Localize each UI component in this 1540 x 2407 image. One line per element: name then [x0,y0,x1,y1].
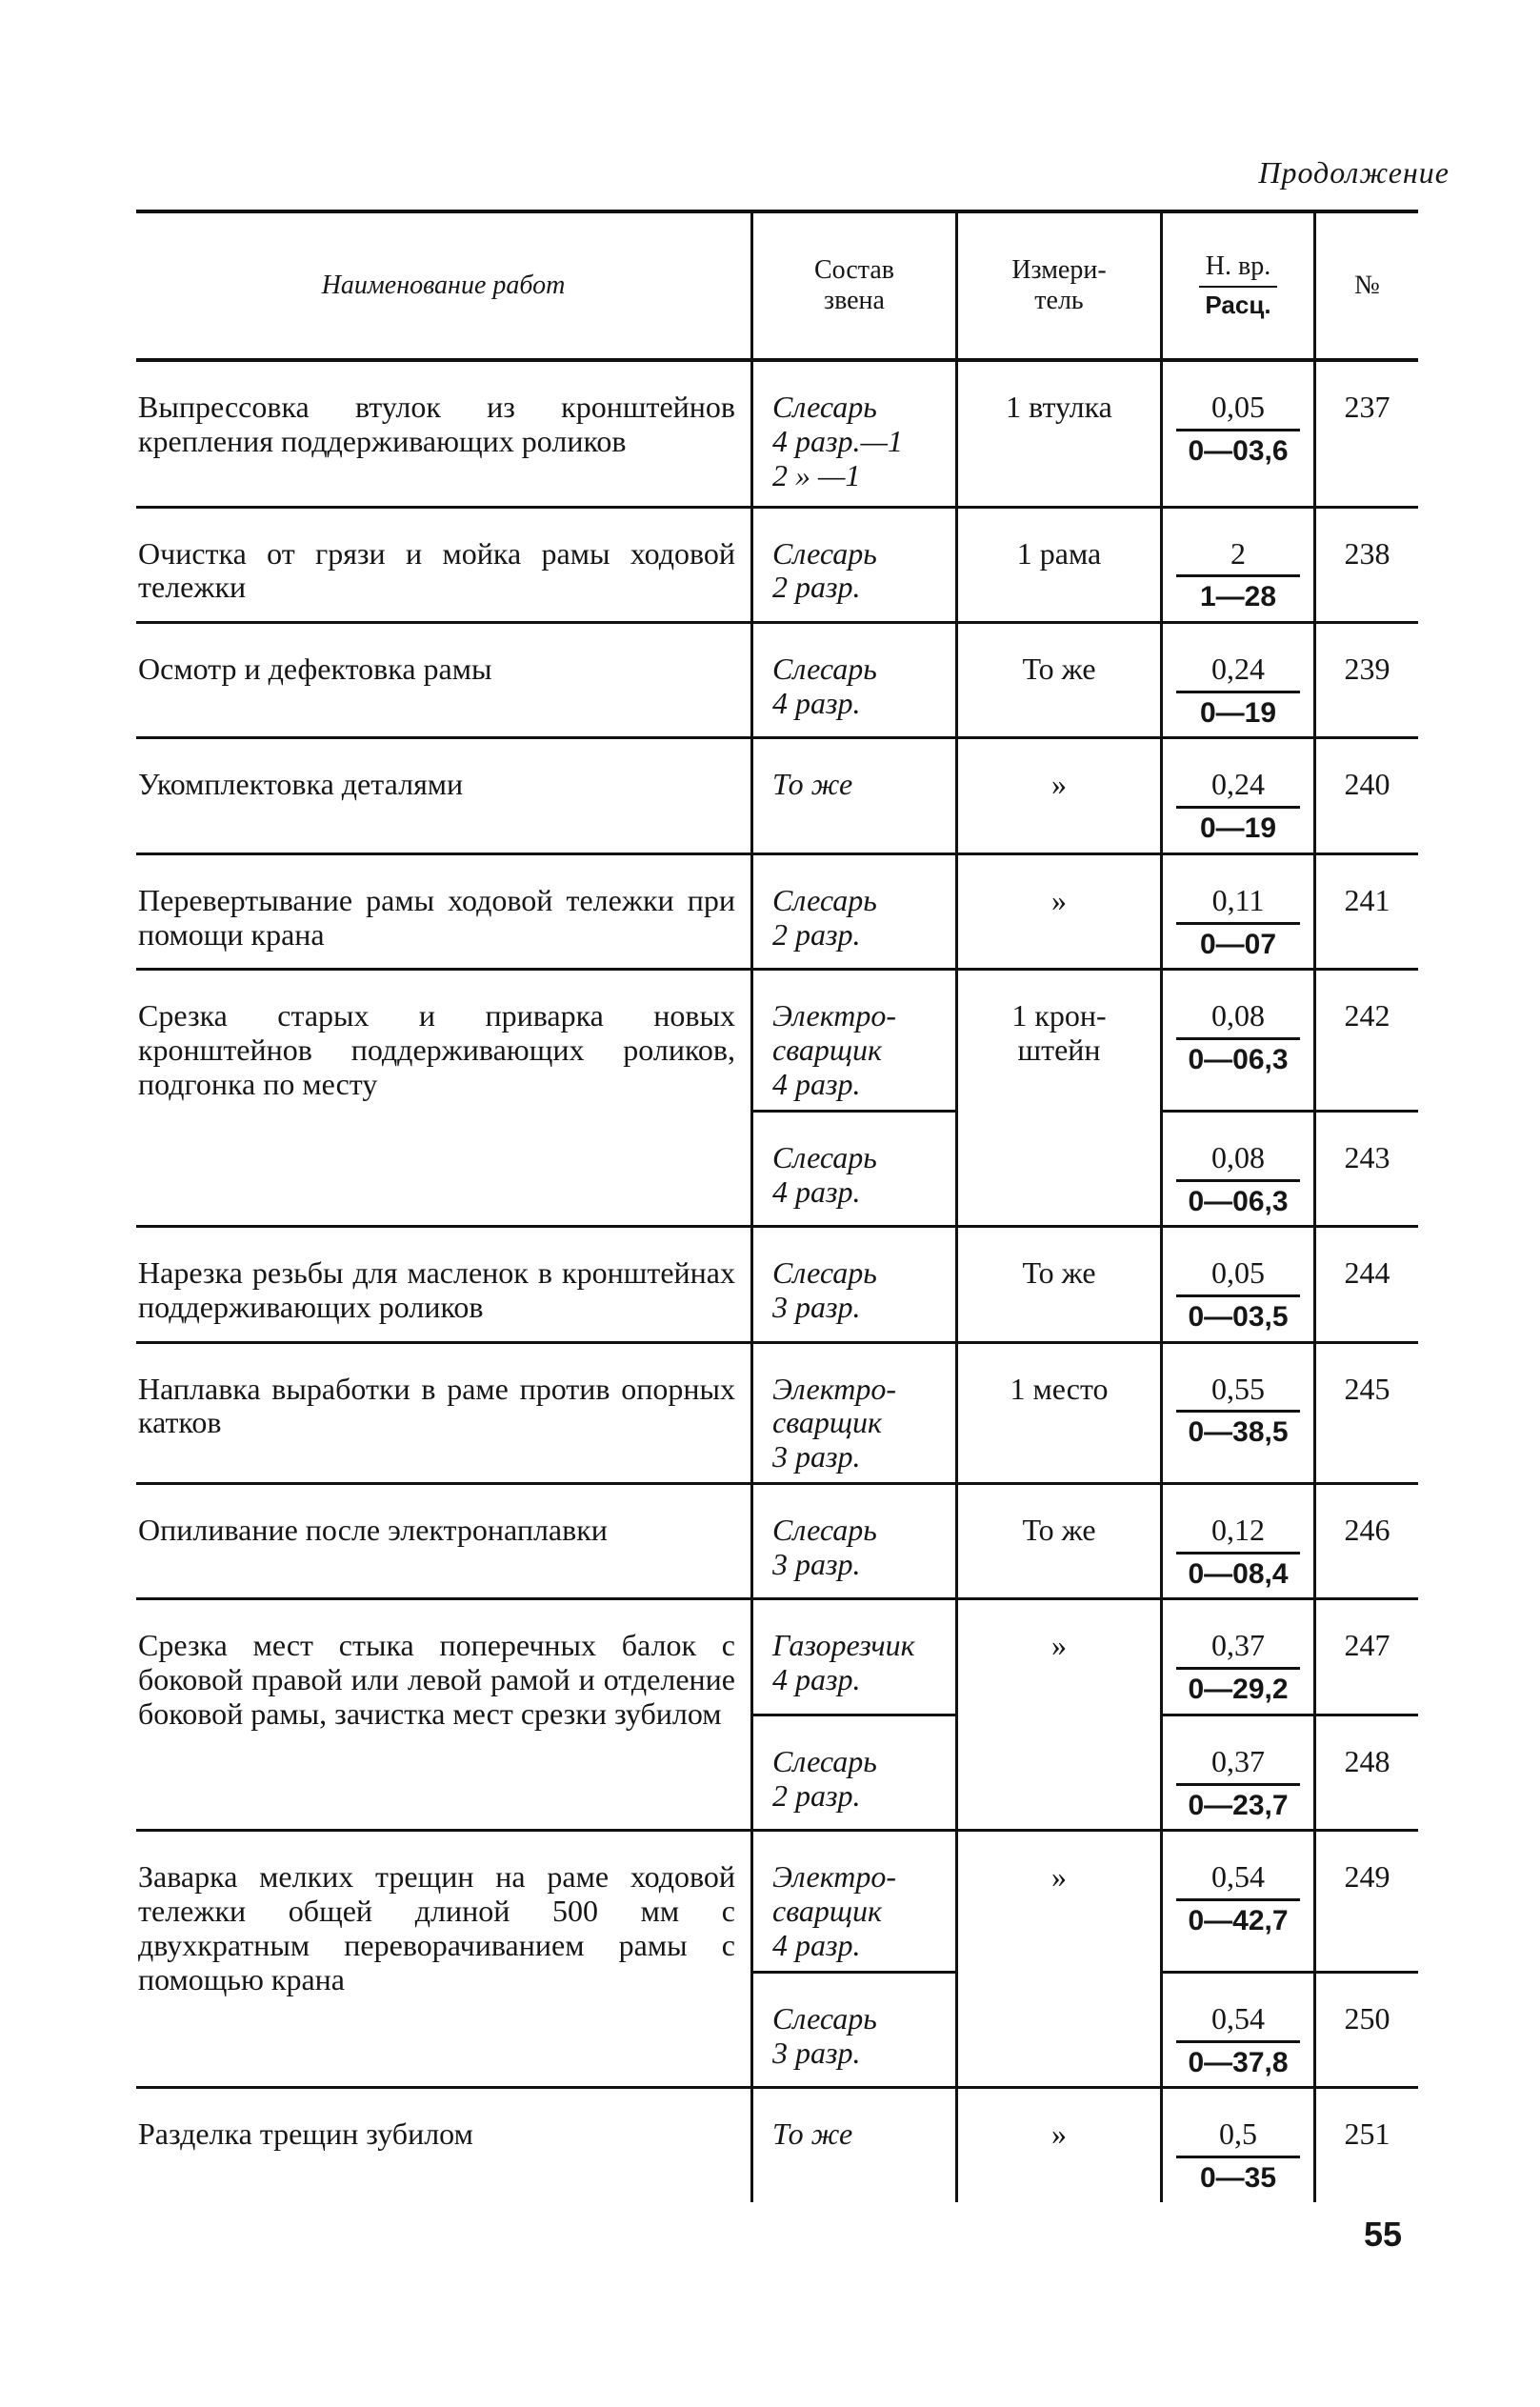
time-norm: 2 [1176,537,1300,578]
work-name: Опиливание после электронаплавки [136,1484,752,1599]
unit-cell: То же [957,1484,1162,1599]
norm-cell [1162,1227,1315,1342]
table-row [136,507,1418,622]
crew-line: Слесарь [772,390,877,424]
time-norm: 0,55 [1176,1373,1300,1414]
table-row [136,1484,1418,1599]
time-norm: 0,08 [1176,1141,1300,1182]
crew-line: 4 разр. [772,1066,861,1101]
rate-value: 0—35 [1199,2162,1277,2194]
norm-cell [1162,1972,1315,2087]
crew-line: То же [772,2116,853,2152]
row-number: 245 [1315,1342,1419,1483]
work-name: Заварка мелких трещин на раме ходовой тележки общей длиной 500 мм с двухкратным переворачиванием рамы с помощью крана [136,1831,752,2088]
table-row [136,360,1418,507]
norm-fraction [1176,1514,1300,1590]
norm-fraction [1176,2117,1300,2194]
crew-line: 3 разр. [772,1546,861,1581]
column-header-crew-line2: звена [824,286,885,315]
crew-cell [752,853,957,969]
norm-cell [1162,2088,1315,2202]
crew-line: Электро- [772,1859,896,1895]
norm-fraction [1176,652,1300,729]
unit-cell: То же [957,1227,1162,1342]
work-name: Очистка от грязи и мойка рамы ходовой тележки [136,507,752,622]
crew-cell [752,1831,957,1972]
norm-cell [1162,360,1315,507]
crew-cell [752,1227,957,1342]
crew-line: 4 разр. [772,1927,861,1962]
column-header-unit-line2: тель [1034,286,1084,315]
crew-line: Слесарь [772,535,877,571]
unit-cell: » [957,853,1162,969]
work-name: Перевертывание рамы ходовой тележки при помощи крана [136,853,752,969]
norm-fraction [1163,251,1313,319]
norm-fraction [1176,537,1300,613]
column-header-name: Наименование работ [136,211,752,360]
work-name: Осмотр и дефектовка рамы [136,622,752,737]
table-row [136,853,1418,969]
crew-line: Слесарь [772,1139,877,1174]
crew-line: 4 разр. [772,1173,861,1209]
norm-cell [1162,970,1315,1111]
time-norm: 0,12 [1176,1514,1300,1555]
crew-cell [752,2088,957,2202]
table-row [136,2088,1418,2202]
work-name: Разделка трещин зубилом [136,2088,752,2202]
rate-value: 0—03,5 [1188,1300,1289,1333]
row-number: 242 [1315,970,1419,1111]
crew-line: сварщик [772,1033,882,1068]
unit-cell: 1 рама [957,507,1162,622]
time-norm: 0,54 [1176,2002,1300,2043]
norm-cell [1162,622,1315,737]
table-body [136,360,1418,2202]
time-norm: 0,37 [1176,1745,1300,1786]
crew-cell [752,738,957,853]
norm-fraction [1176,391,1300,467]
column-header-unit-line1: Измери- [1011,254,1107,285]
table-row [136,1831,1418,1972]
crew-line: Электро- [772,998,896,1033]
unit-cell: 1 втулка [957,360,1162,507]
crew-line: Слесарь [772,1513,877,1547]
crew-line: Слесарь [772,651,877,686]
work-name: Наплавка выработки в раме против опорных катков [136,1342,752,1483]
table-row [136,738,1418,853]
crew-line: Слесарь [772,1743,877,1778]
norm-fraction [1176,1141,1300,1217]
row-number: 241 [1315,853,1419,969]
rate-value: 0—38,5 [1188,1416,1289,1449]
column-header-number: № [1315,211,1419,360]
rate-value: 0—08,4 [1188,1557,1289,1590]
norm-fraction [1176,999,1300,1075]
rate-value: 0—37,8 [1188,2046,1289,2078]
time-norm: 0,24 [1176,768,1300,809]
norm-fraction [1176,1629,1300,1705]
work-name: Нарезка резьбы для масленок в кронштейнах поддерживающих роликов [136,1227,752,1342]
crew-cell [752,1111,957,1226]
norm-cell [1162,853,1315,969]
rate-value: 1—28 [1199,581,1277,613]
work-norms-table [136,210,1418,2202]
norm-cell [1162,738,1315,853]
crew-line: Слесарь [772,2000,877,2036]
unit-line: штейн [1017,1033,1101,1068]
work-name: Укомплектовка деталями [136,738,752,853]
norm-fraction [1176,1256,1300,1333]
crew-line: Электро- [772,1371,896,1406]
rate-value: 0—07 [1199,928,1277,960]
norm-fraction [1176,1860,1300,1936]
table-header [136,211,1418,360]
rate-value: 0—06,3 [1188,1185,1289,1217]
column-header-crew-line1: Состав [813,254,895,285]
work-name: Срезка старых и приварка новых кронштейнов поддерживающих роликов, подгонка по месту [136,970,752,1227]
row-number: 239 [1315,622,1419,737]
norm-fraction [1176,1745,1300,1821]
rate-value: 0—42,7 [1188,1905,1289,1937]
rate-value: 0—29,2 [1188,1674,1289,1706]
table-row [136,970,1418,1111]
work-name: Выпрессовка втулок из кронштейнов крепления поддерживающих роликов [138,390,735,458]
time-norm: 0,08 [1176,999,1300,1040]
norm-cell [1162,1111,1315,1226]
norm-fraction [1176,2002,1300,2078]
crew-cell [752,1972,957,2087]
norm-fraction [1176,1373,1300,1449]
column-header-time: Н. вр. [1199,251,1277,287]
header-row [136,211,1418,360]
table-row [136,1342,1418,1483]
row-number: 247 [1315,1599,1419,1715]
crew-line: 4 разр. [772,1662,861,1697]
row-number: 250 [1315,1972,1419,2087]
column-header-unit [957,211,1162,360]
crew-line: 3 разр. [772,1439,861,1474]
page-number: 55 [1364,2215,1403,2254]
crew-line: Слесарь [772,882,877,917]
crew-cell [752,622,957,737]
unit-cell: То же [957,622,1162,737]
crew-cell [752,360,957,507]
crew-line: 2 » —1 [772,457,861,492]
norm-cell [1162,507,1315,622]
norm-cell [1162,1484,1315,1599]
time-norm: 0,24 [1176,652,1300,693]
crew-cell [752,507,957,622]
norm-cell [1162,1599,1315,1715]
row-number: 246 [1315,1484,1419,1599]
unit-cell: 1 место [957,1342,1162,1483]
norm-fraction [1176,884,1300,960]
crew-line: Слесарь [772,1255,877,1291]
crew-line: 3 разр. [772,1289,861,1324]
row-number: 240 [1315,738,1419,853]
row-number: 251 [1315,2088,1419,2202]
time-norm: 0,11 [1176,884,1300,925]
column-header-crew [752,211,957,360]
unit-cell: » [957,1831,1162,2088]
crew-line: 2 разр. [772,1777,861,1813]
crew-line: сварщик [772,1894,882,1929]
time-norm: 0,37 [1176,1629,1300,1670]
crew-line: 2 разр. [772,916,861,952]
crew-cell [752,1342,957,1483]
crew-line: Газорезчик [772,1628,915,1663]
crew-cell [752,970,957,1111]
crew-cell [752,1715,957,1830]
unit-line: 1 крон- [1011,998,1107,1033]
row-number: 238 [1315,507,1419,622]
rate-value: 0—23,7 [1188,1789,1289,1821]
crew-line: 4 разр.—1 [772,423,903,458]
crew-line: 3 разр. [772,2035,861,2070]
norm-cell [1162,1342,1315,1483]
norm-cell [1162,1715,1315,1830]
time-norm: 0,05 [1176,391,1300,431]
unit-cell: » [957,2088,1162,2202]
continuation-label: Продолжение [1258,155,1450,190]
crew-line: 2 разр. [772,570,861,605]
rate-value: 0—03,6 [1188,434,1289,467]
work-name: Срезка мест стыка поперечных балок с боковой правой или левой рамой и отделение боковой рамы, зачистка мест срезки зубилом [136,1599,752,1831]
crew-cell [752,1484,957,1599]
rate-value: 0—19 [1199,812,1277,845]
time-norm: 0,5 [1176,2117,1300,2158]
table-row [136,622,1418,737]
column-header-rate: Расц. [1205,290,1271,319]
row-number: 248 [1315,1715,1419,1830]
time-norm: 0,54 [1176,1860,1300,1901]
unit-cell: » [957,1599,1162,1831]
rate-value: 0—19 [1199,696,1277,729]
crew-line: 4 разр. [772,685,861,720]
norm-cell [1162,1831,1315,1972]
time-norm: 0,05 [1176,1256,1300,1297]
table-row [136,1227,1418,1342]
row-number: 243 [1315,1111,1419,1226]
row-number: 237 [1315,360,1419,507]
crew-cell [752,1599,957,1715]
rate-value: 0—06,3 [1188,1044,1289,1076]
row-number: 249 [1315,1831,1419,1972]
unit-cell: » [957,738,1162,853]
unit-cell [957,970,1162,1227]
crew-line: сварщик [772,1405,882,1440]
column-header-norm [1162,211,1315,360]
row-number: 244 [1315,1227,1419,1342]
crew-line: То же [772,767,853,802]
table-row [136,1599,1418,1715]
norm-fraction [1176,768,1300,844]
